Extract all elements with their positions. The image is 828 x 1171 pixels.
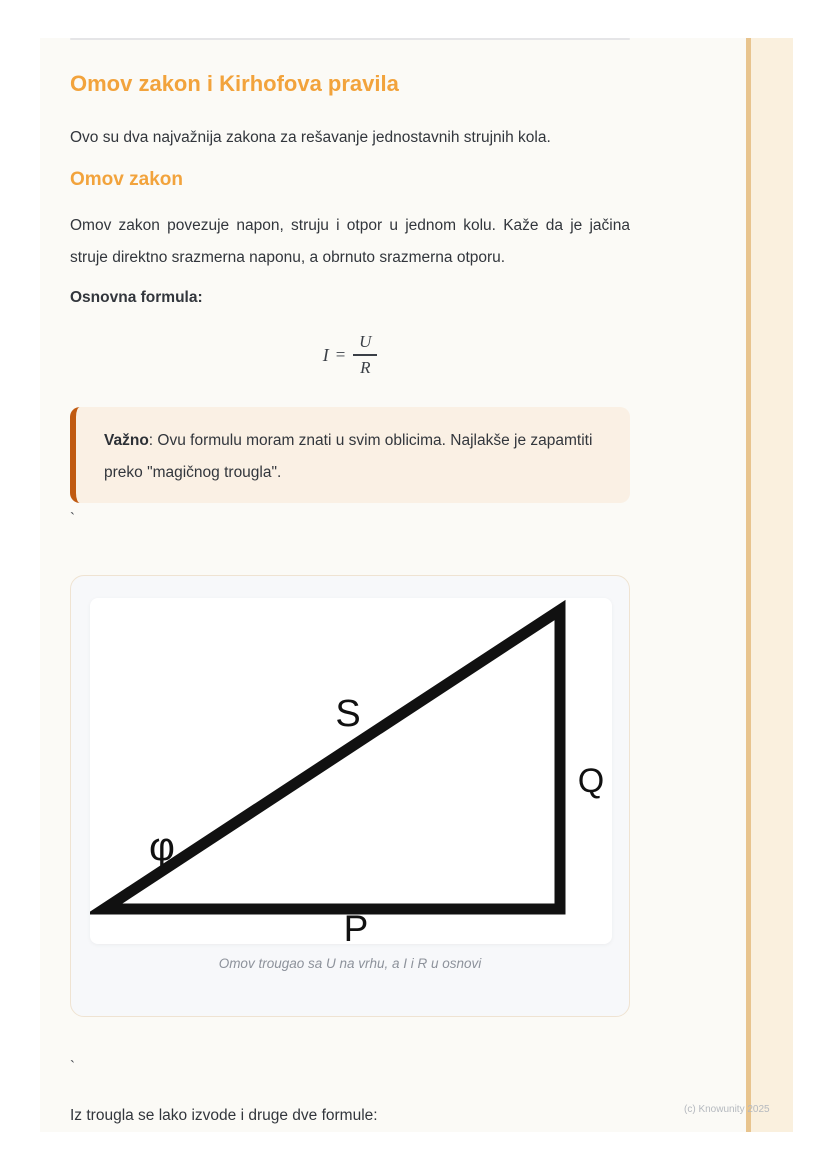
intro-paragraph: Ovo su dva najvažnija zakona za rešavanje jednostavnih strujnih kola. <box>70 129 551 146</box>
figure-caption: Omov trougao sa U na vrhu, a I i R u osnovi <box>218 956 482 971</box>
formula-numerator: U <box>359 332 372 351</box>
page-title: Omov zakon i Kirhofova pravila <box>70 71 399 96</box>
callout-lead: Važno <box>104 432 149 449</box>
formula-intro-label: Osnovna formula: <box>70 289 203 306</box>
right-edge-stripe <box>751 38 793 1132</box>
section-title: Omov zakon <box>70 169 183 190</box>
triangle-label-phi: φ <box>149 825 175 869</box>
callout-text: : Ovu formulu moram znati u svim oblicima. Najlakše je zapamtiti preko "magičnog trougla". <box>104 432 593 481</box>
top-divider <box>70 38 630 40</box>
fraction-bar <box>353 354 377 356</box>
important-callout <box>70 407 630 503</box>
formula-lhs: I <box>322 344 329 365</box>
section-paragraph: Omov zakon povezuje napon, struju i otpor u jednom kolu. Kaže da je jačina struje direktno srazmerna naponu, a obrnuto srazmerna otporu. <box>70 217 630 266</box>
triangle-label-q: Q <box>577 762 605 800</box>
triangle-label-p: P <box>343 908 369 944</box>
stray-backtick-2: ` <box>70 1058 75 1075</box>
formula-block <box>70 332 630 378</box>
formula-fraction <box>353 332 377 378</box>
watermark: (c) Knowunity 2025 <box>684 1104 770 1115</box>
triangle-label-s: S <box>335 693 361 735</box>
triangle-image <box>90 598 612 944</box>
figure-card <box>70 575 630 1017</box>
formula-equals: = <box>335 345 346 365</box>
stray-backtick-1: ` <box>70 510 75 527</box>
closing-paragraph: Iz trougla se lako izvode i druge dve formule: <box>70 1107 378 1124</box>
power-triangle-diagram <box>90 598 612 944</box>
formula-denominator: R <box>360 357 371 377</box>
